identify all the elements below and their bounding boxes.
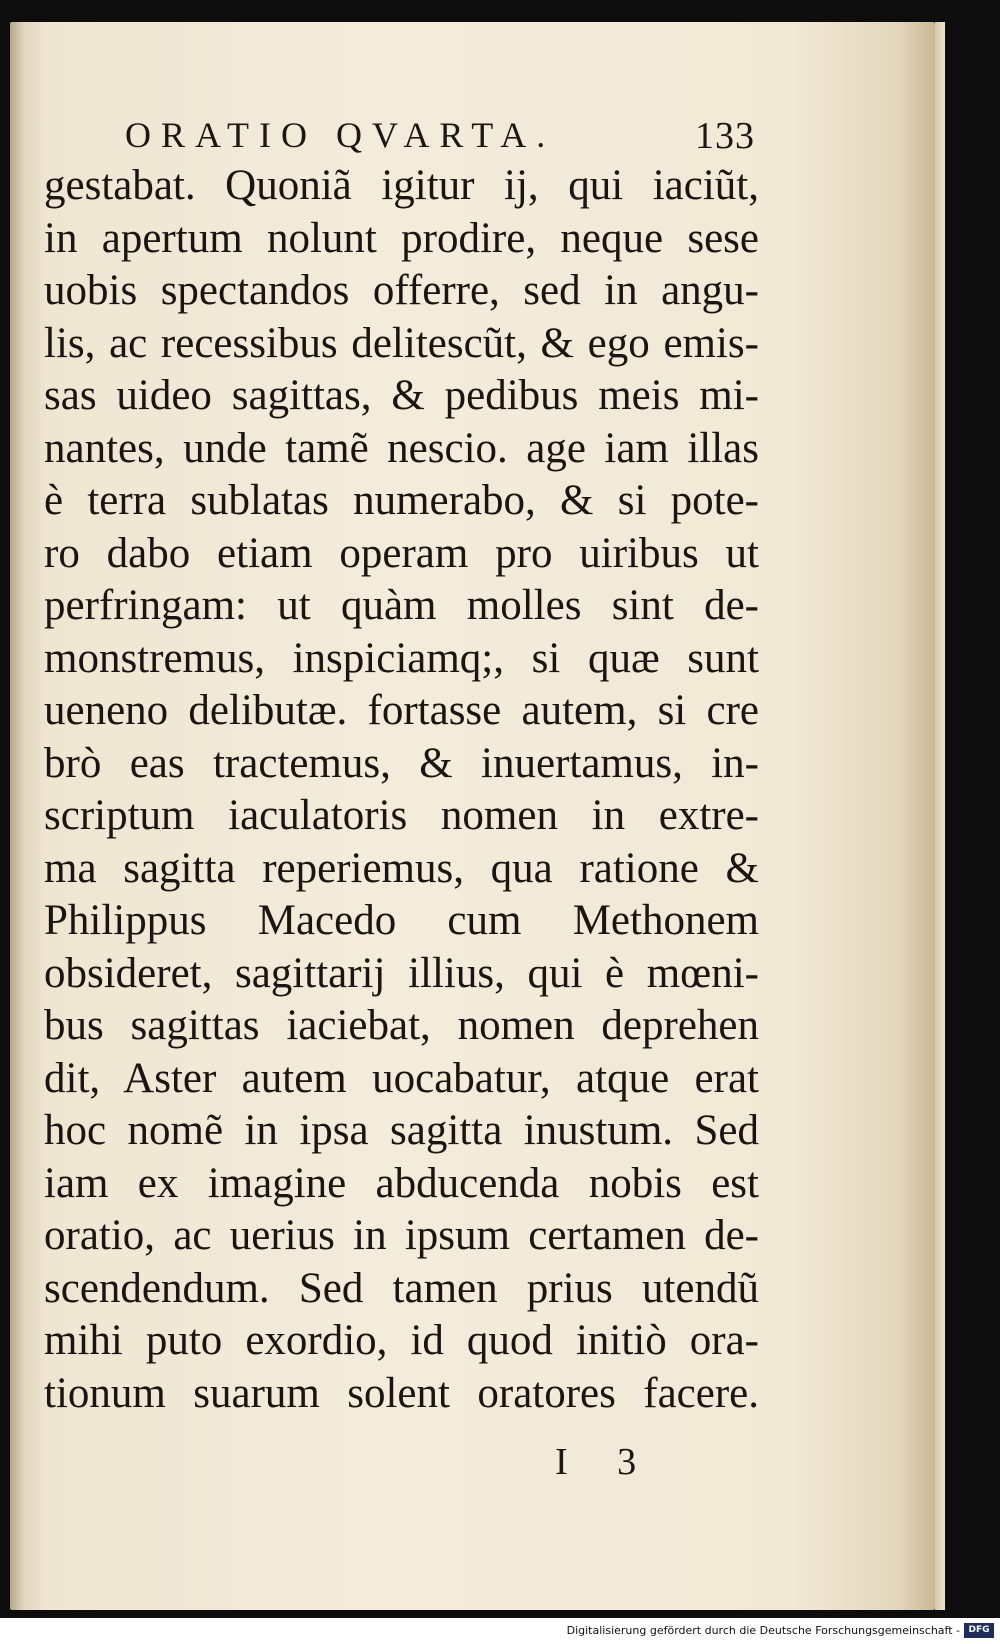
text-line: ueneno delibutæ. fortasse autem, si cre (44, 687, 759, 734)
signature-mark: I 3 (555, 1441, 637, 1483)
text-line: oratio, ac uerius in ipsum certamen de- (44, 1212, 759, 1259)
running-head (125, 114, 755, 158)
text-line: Philippus Macedo cum Methonem (44, 897, 759, 944)
text-line: in apertum nolunt prodire, neque sese (44, 214, 759, 262)
text-line: lis, ac recessibus delitescũt, & ego emis- (44, 319, 759, 367)
gutter-shadow (10, 22, 24, 1610)
body-text (44, 160, 759, 1420)
text-line: brò eas tractemus, & inuertamus, in- (44, 739, 759, 787)
text-line: uobis spectandos offerre, sed in angu- (44, 267, 759, 314)
text-line: mihi puto exordio, id quod initiò ora- (44, 1317, 759, 1364)
funding-credit: Digitalisierung gefördert durch die Deutsche Forschungsgemeinschaft - (566, 1624, 960, 1637)
text-line: ma sagitta reperiemus, qua ratione & (44, 844, 759, 892)
text-line: scriptum iaculatoris nomen in extre- (44, 792, 759, 839)
text-line: perfringam: ut quàm molles sint de- (44, 582, 759, 629)
text-line: dit, Aster autem uocabatur, atque erat (44, 1054, 759, 1102)
text-line: scendendum. Sed tamen prius utendũ (44, 1264, 759, 1312)
text-line: hoc nomẽ in ipsa sagitta inustum. Sed (44, 1107, 759, 1154)
text-line: tionum suarum solent oratores facere. (44, 1369, 759, 1417)
dfg-logo: DFG (964, 1623, 994, 1638)
running-head-title: ORATIO QVARTA. (125, 115, 556, 155)
page-number: 133 (695, 115, 755, 157)
text-line: nantes, unde tamẽ nescio. age iam illas (44, 424, 759, 472)
page-edge (935, 22, 945, 1610)
text-line: ro dabo etiam operam pro uiribus ut (44, 529, 759, 577)
text-line: monstremus, inspiciamq;, si quæ sunt (44, 634, 759, 682)
text-line: obsideret, sagittarij illius, qui è mœni- (44, 949, 759, 997)
text-line: è terra sublatas numerabo, & si pote- (44, 477, 759, 524)
text-line: iam ex imagine abducenda nobis est (44, 1159, 759, 1207)
text-line: bus sagittas iaciebat, nomen deprehen (44, 1002, 759, 1049)
footer-bar (0, 1618, 1000, 1644)
text-line: sas uideo sagittas, & pedibus meis mi- (44, 372, 759, 419)
text-line: gestabat. Quoniã igitur ij, qui iaciũt, (44, 162, 759, 209)
